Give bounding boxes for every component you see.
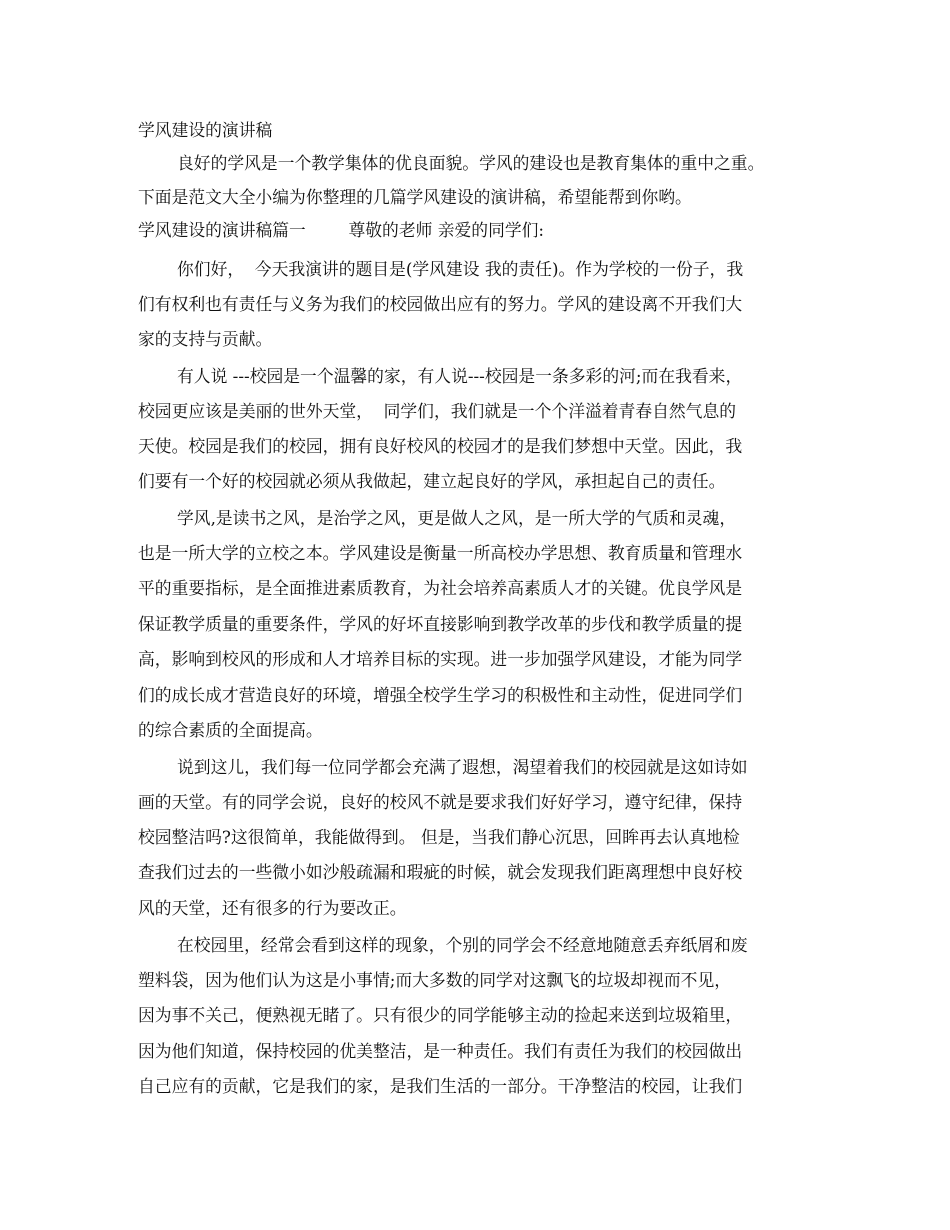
text-line: 风的天堂，还有很多的行为要改正。 xyxy=(138,898,407,918)
text-line: 校园整洁吗?这很简单，我能做得到。 但是，当我们静心沉思，回眸再去认真地检 xyxy=(138,827,740,847)
text-line: 们要有一个好的校园就必须从我做起，建立起良好的学风，承担起自己的责任。 xyxy=(138,471,726,491)
text-line: 学风建设的演讲稿篇一 尊敬的老师 亲爱的同学们: xyxy=(138,220,545,240)
text-line: 平的重要指标，是全面推进素质教育，为社会培养高素质人才的关键。优良学风是 xyxy=(138,578,743,598)
text-line: 高，影响到校风的形成和人才培养目标的实现。进一步加强学风建设，才能为同学 xyxy=(138,649,743,669)
text-line: 保证教学质量的重要条件，学风的好坏直接影响到教学改革的步伐和教学质量的提 xyxy=(138,614,743,634)
text-line: 画的天堂。有的同学会说，良好的校风不就是要求我们好好学习，遵守纪律，保持 xyxy=(138,792,743,812)
text-line: 家的支持与贡献。 xyxy=(138,329,273,349)
text-line: 在校园里，经常会看到这样的现象，个别的同学会不经意地随意丢弃纸屑和废 xyxy=(177,935,748,955)
document-title: 学风建设的演讲稿 xyxy=(138,120,273,140)
text-line: 良好的学风是一个教学集体的优良面貌。学风的建设也是教育集体的重中之重。 xyxy=(177,153,765,173)
text-line: 学风,是读书之风，是治学之风，更是做人之风，是一所大学的气质和灵魂， xyxy=(177,508,737,528)
text-line: 的综合素质的全面提高。 xyxy=(138,720,323,740)
text-line: 天使。校园是我们的校园，拥有良好校风的校园才的是我们梦想中天堂。因此，我 xyxy=(138,436,743,456)
text-line: 也是一所大学的立校之本。学风建设是衡量一所高校办学思想、教育质量和管理水 xyxy=(138,543,743,563)
text-line: 因为事不关己，便熟视无睹了。只有很少的同学能够主动的捡起来送到垃圾箱里， xyxy=(138,1005,743,1025)
text-line: 校园更应该是美丽的世外天堂， 同学们，我们就是一个个洋溢着青春自然气息的 xyxy=(138,401,737,421)
text-line: 们的成长成才营造良好的环境，增强全校学生学习的积极性和主动性，促进同学们 xyxy=(138,685,743,705)
text-line: 查我们过去的一些微小如沙般疏漏和瑕疵的时候，就会发现我们距离理想中良好校 xyxy=(138,862,743,882)
text-line: 下面是范文大全小编为你整理的几篇学风建设的演讲稿，希望能帮到你哟。 xyxy=(138,187,692,207)
text-line: 有人说 ---校园是一个温馨的家，有人说---校园是一条多彩的河;而在我看来， xyxy=(177,366,743,386)
text-line: 们有权利也有责任与义务为我们的校园做出应有的努力。学风的建设离不开我们大 xyxy=(138,294,743,314)
text-line: 因为他们知道，保持校园的优美整洁，是一种责任。我们有责任为我们的校园做出 xyxy=(138,1041,743,1061)
text-line: 说到这儿，我们每一位同学都会充满了遐想，渴望着我们的校园就是这如诗如 xyxy=(177,757,748,777)
text-line: 自己应有的贡献，它是我们的家，是我们生活的一部分。干净整洁的校园，让我们 xyxy=(138,1076,743,1096)
text-line: 你们好， 今天我演讲的题目是(学风建设 我的责任)。作为学校的一份子，我 xyxy=(177,259,744,279)
text-line: 塑料袋，因为他们认为这是小事情;而大多数的同学对这飘飞的垃圾却视而不见， xyxy=(138,970,732,990)
